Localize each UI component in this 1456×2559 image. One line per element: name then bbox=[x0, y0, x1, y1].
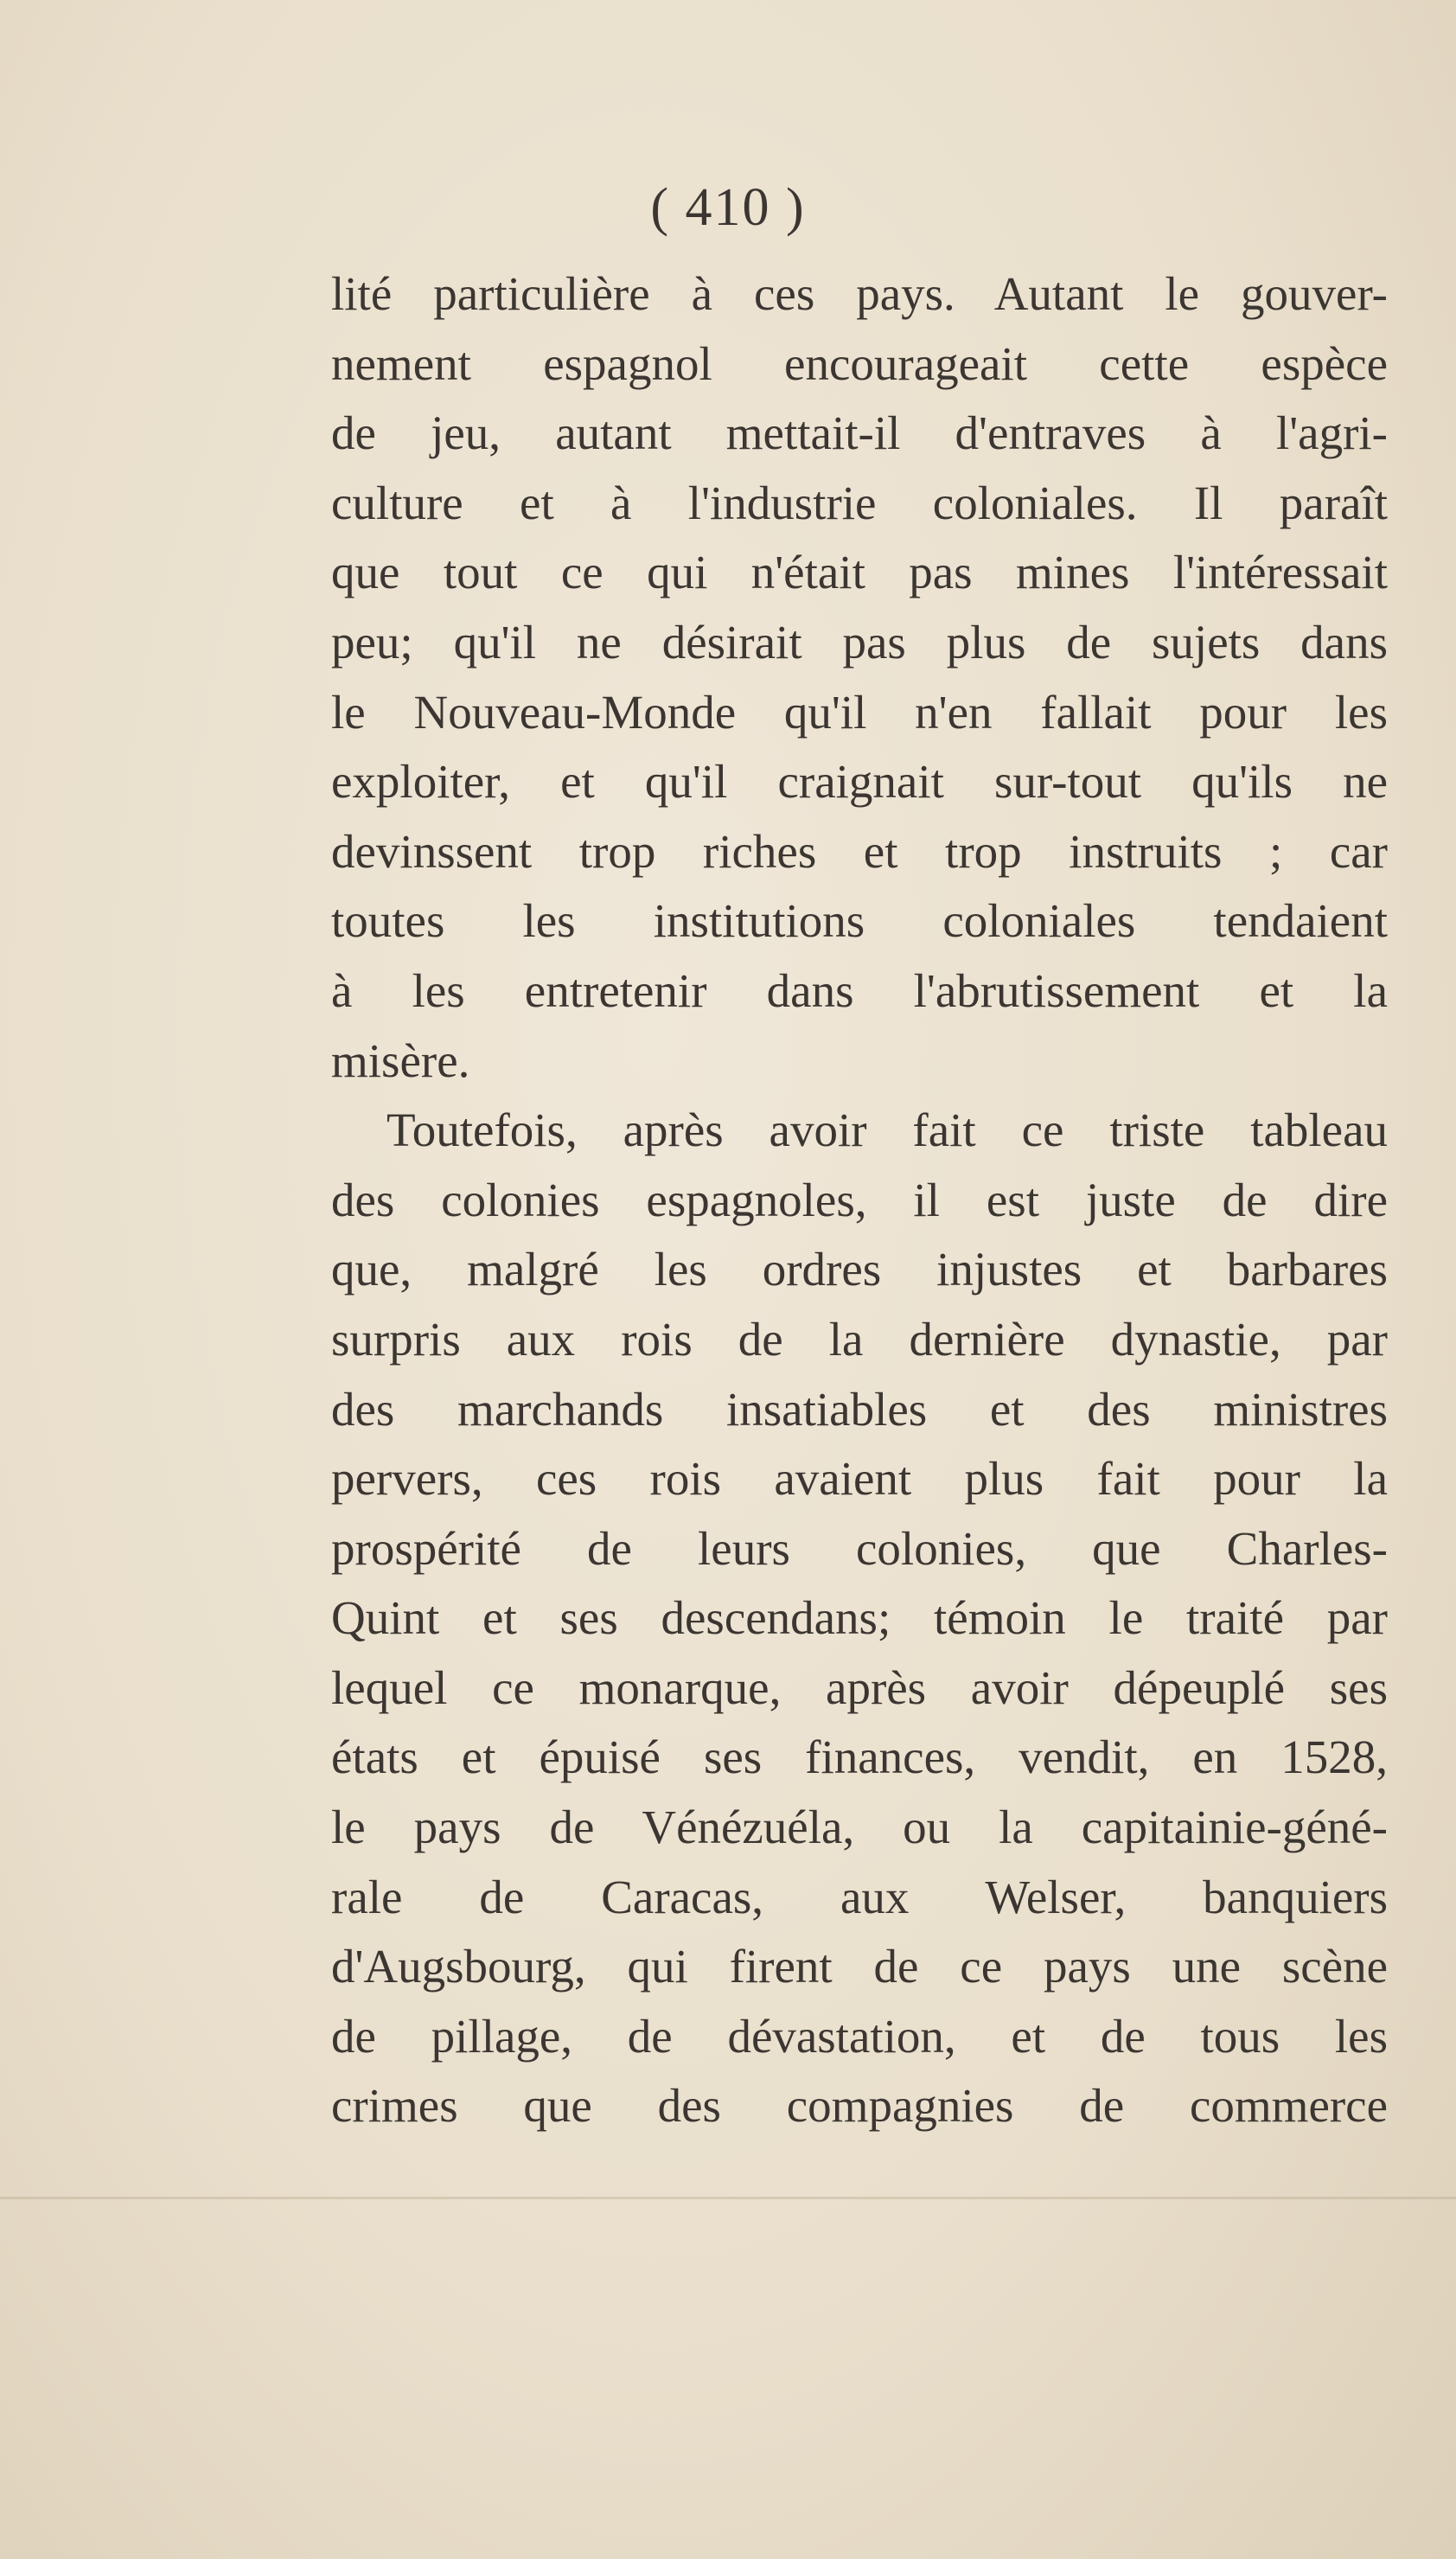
text-line: des colonies espagnoles, il est juste de dire bbox=[331, 1173, 1388, 1226]
text-line: à les entretenir dans l'abrutissement et la bbox=[331, 963, 1388, 1017]
text-line: surpris aux rois de la dernière dynastie, par bbox=[331, 1312, 1388, 1366]
page-number: ( 410 ) bbox=[650, 178, 806, 237]
text-line: que, malgré les ordres injustes et barbares bbox=[331, 1243, 1388, 1296]
text-line: que tout ce qui n'était pas mines l'intéressait bbox=[331, 546, 1388, 599]
text-line: lité particulière à ces pays. Autant le gouver- bbox=[331, 267, 1388, 320]
text-line: nement espagnol encourageait cette espèce bbox=[331, 336, 1388, 390]
text-line: d'Augsbourg, qui firent de ce pays une scène bbox=[331, 1940, 1388, 1993]
paper-crease bbox=[0, 2197, 1456, 2199]
text-line: rale de Caracas, aux Welser, banquiers bbox=[331, 1870, 1388, 1923]
text-line: exploiter, et qu'il craignait sur-tout qu'ils ne bbox=[331, 755, 1388, 809]
text-line: toutes les institutions coloniales tendaient bbox=[331, 894, 1388, 948]
text-line: Toutefois, après avoir fait ce triste tableau bbox=[386, 1104, 1388, 1157]
text-line: des marchands insatiables et des ministres bbox=[331, 1382, 1388, 1436]
text-line: le Nouveau-Monde qu'il n'en fallait pour les bbox=[331, 685, 1388, 739]
text-line: lequel ce monarque, après avoir dépeuplé ses bbox=[331, 1660, 1388, 1714]
body-text bbox=[331, 259, 1388, 2141]
text-line: misère. bbox=[331, 1033, 470, 1087]
text-line: pervers, ces rois avaient plus fait pour la bbox=[331, 1452, 1388, 1506]
text-line: Quint et ses descendans; témoin le traité par bbox=[331, 1591, 1388, 1645]
text-line: devinssent trop riches et trop instruits ; car bbox=[331, 824, 1388, 878]
text-line: culture et à l'industrie coloniales. Il paraît bbox=[331, 476, 1388, 529]
text-line: peu; qu'il ne désirait pas plus de sujets dans bbox=[331, 615, 1388, 669]
text-line: prospérité de leurs colonies, que Charles- bbox=[331, 1521, 1388, 1575]
text-line: états et épuisé ses finances, vendit, en 1528, bbox=[331, 1731, 1388, 1784]
text-line: crimes que des compagnies de commerce bbox=[331, 2079, 1388, 2133]
text-line: de pillage, de dévastation, et de tous les bbox=[331, 2009, 1388, 2063]
text-line: le pays de Vénézuéla, ou la capitainie-géné- bbox=[331, 1801, 1388, 1854]
text-line: de jeu, autant mettait-il d'entraves à l'agri- bbox=[331, 406, 1388, 460]
